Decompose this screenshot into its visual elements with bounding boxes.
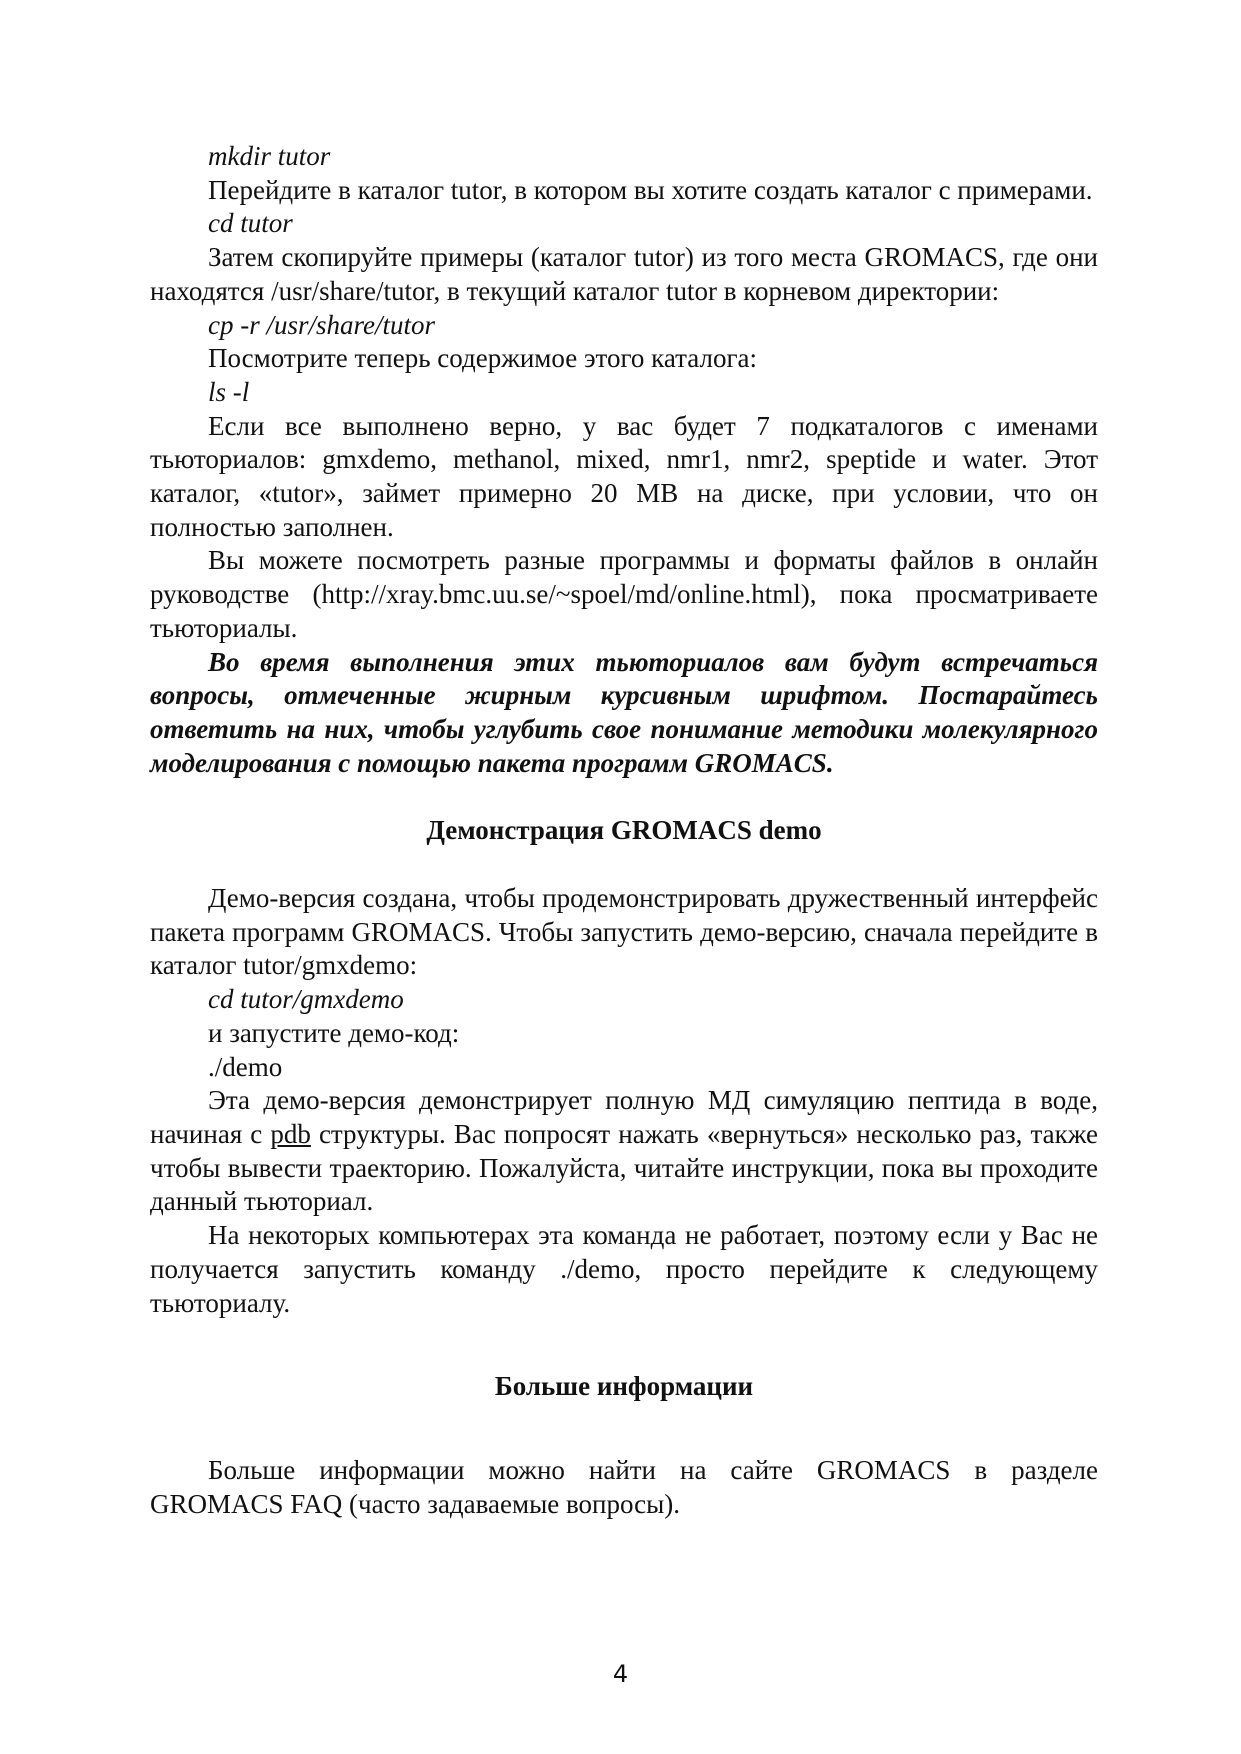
heading-more-info: Больше информации [494,1371,754,1402]
command-cd-tutor: cd tutor [208,208,293,239]
simulation-text-end: структуры. Вас попросят нажать «вернуться» несколько раз, также чтобы вывести траекторию. Пожалуйста, читайте инструкции, пока вы проходите данный тьюториал. [150,1118,1099,1217]
simulation-text-start: Эта демо-версия демонстрирует полную МД симуляцию пептида в воде, начиная с [150,1085,1098,1149]
paragraph-demo-intro: Демо-версия создана, чтобы продемонстрировать дружественный интерфейс пакета программ GROMACS. Чтобы запустить демо-версию, сначала перейдите в каталог tutor/gmxdemo: [150,883,1098,981]
command-demo: ./demo [208,1051,283,1082]
command-ls: ls -l [208,376,250,407]
heading-demo: Демонстрация GROMACS demo [426,815,822,846]
paragraph-more-info: Больше информации можно найти на сайте GROMACS в разделе GROMACS FAQ (часто задаваемые вопросы). [150,1454,1098,1519]
command-cd-gmxdemo: cd tutor/gmxdemo [208,984,404,1015]
paragraph-result: Если все выполнено верно, у вас будет 7 подкаталогов с именами тьюториалов: gmxdemo, methanol, mixed, nmr1, nmr2, speptide и water. Этот каталог, «tutor», займет примерно 20 MB на диске, при условии, что он полностью заполнен. [150,410,1098,542]
paragraph-goto-tutor: Перейдите в каталог tutor, в котором вы хотите создать каталог с примерами. [208,174,1093,205]
pdb-link[interactable]: pdb [270,1118,311,1149]
command-mkdir: mkdir tutor [208,141,331,171]
paragraph-copy-examples: Затем скопируйте примеры (каталог tutor) из того места GROMACS, где они находятся /usr/share/tutor, в текущий каталог tutor в корневом директории: [150,242,1098,306]
paragraph-run-demo: и запустите демо-код: [208,1017,460,1048]
paragraph-view-contents: Посмотрите теперь содержимое этого каталога: [208,343,758,374]
command-cp: cp -r /usr/share/tutor [208,309,436,340]
paragraph-demo-note: На некоторых компьютерах эта команда не работает, поэтому если у Вас не получается запустить команду ./demo, просто перейдите к следующему тьюториалу. [150,1220,1098,1318]
paragraph-online-manual: Вы можете посмотреть разные программы и форматы файлов в онлайн руководстве (http://xray.bmc.uu.se/~spoel/md/online.html), пока просматриваете тьюториалы. [150,545,1098,643]
page-number: 4 [612,1660,629,1688]
paragraph-simulation [150,1084,1098,1219]
paragraph-questions-note: Во время выполнения этих тьюториалов вам будут встречаться вопросы, отмеченные жирным курсивным шрифтом. Постарайтесь ответить на них, чтобы углубить свое понимание методики молекулярного моделирования с помощью пакета программ GROMACS. [150,646,1098,778]
document-body [150,140,1098,1521]
